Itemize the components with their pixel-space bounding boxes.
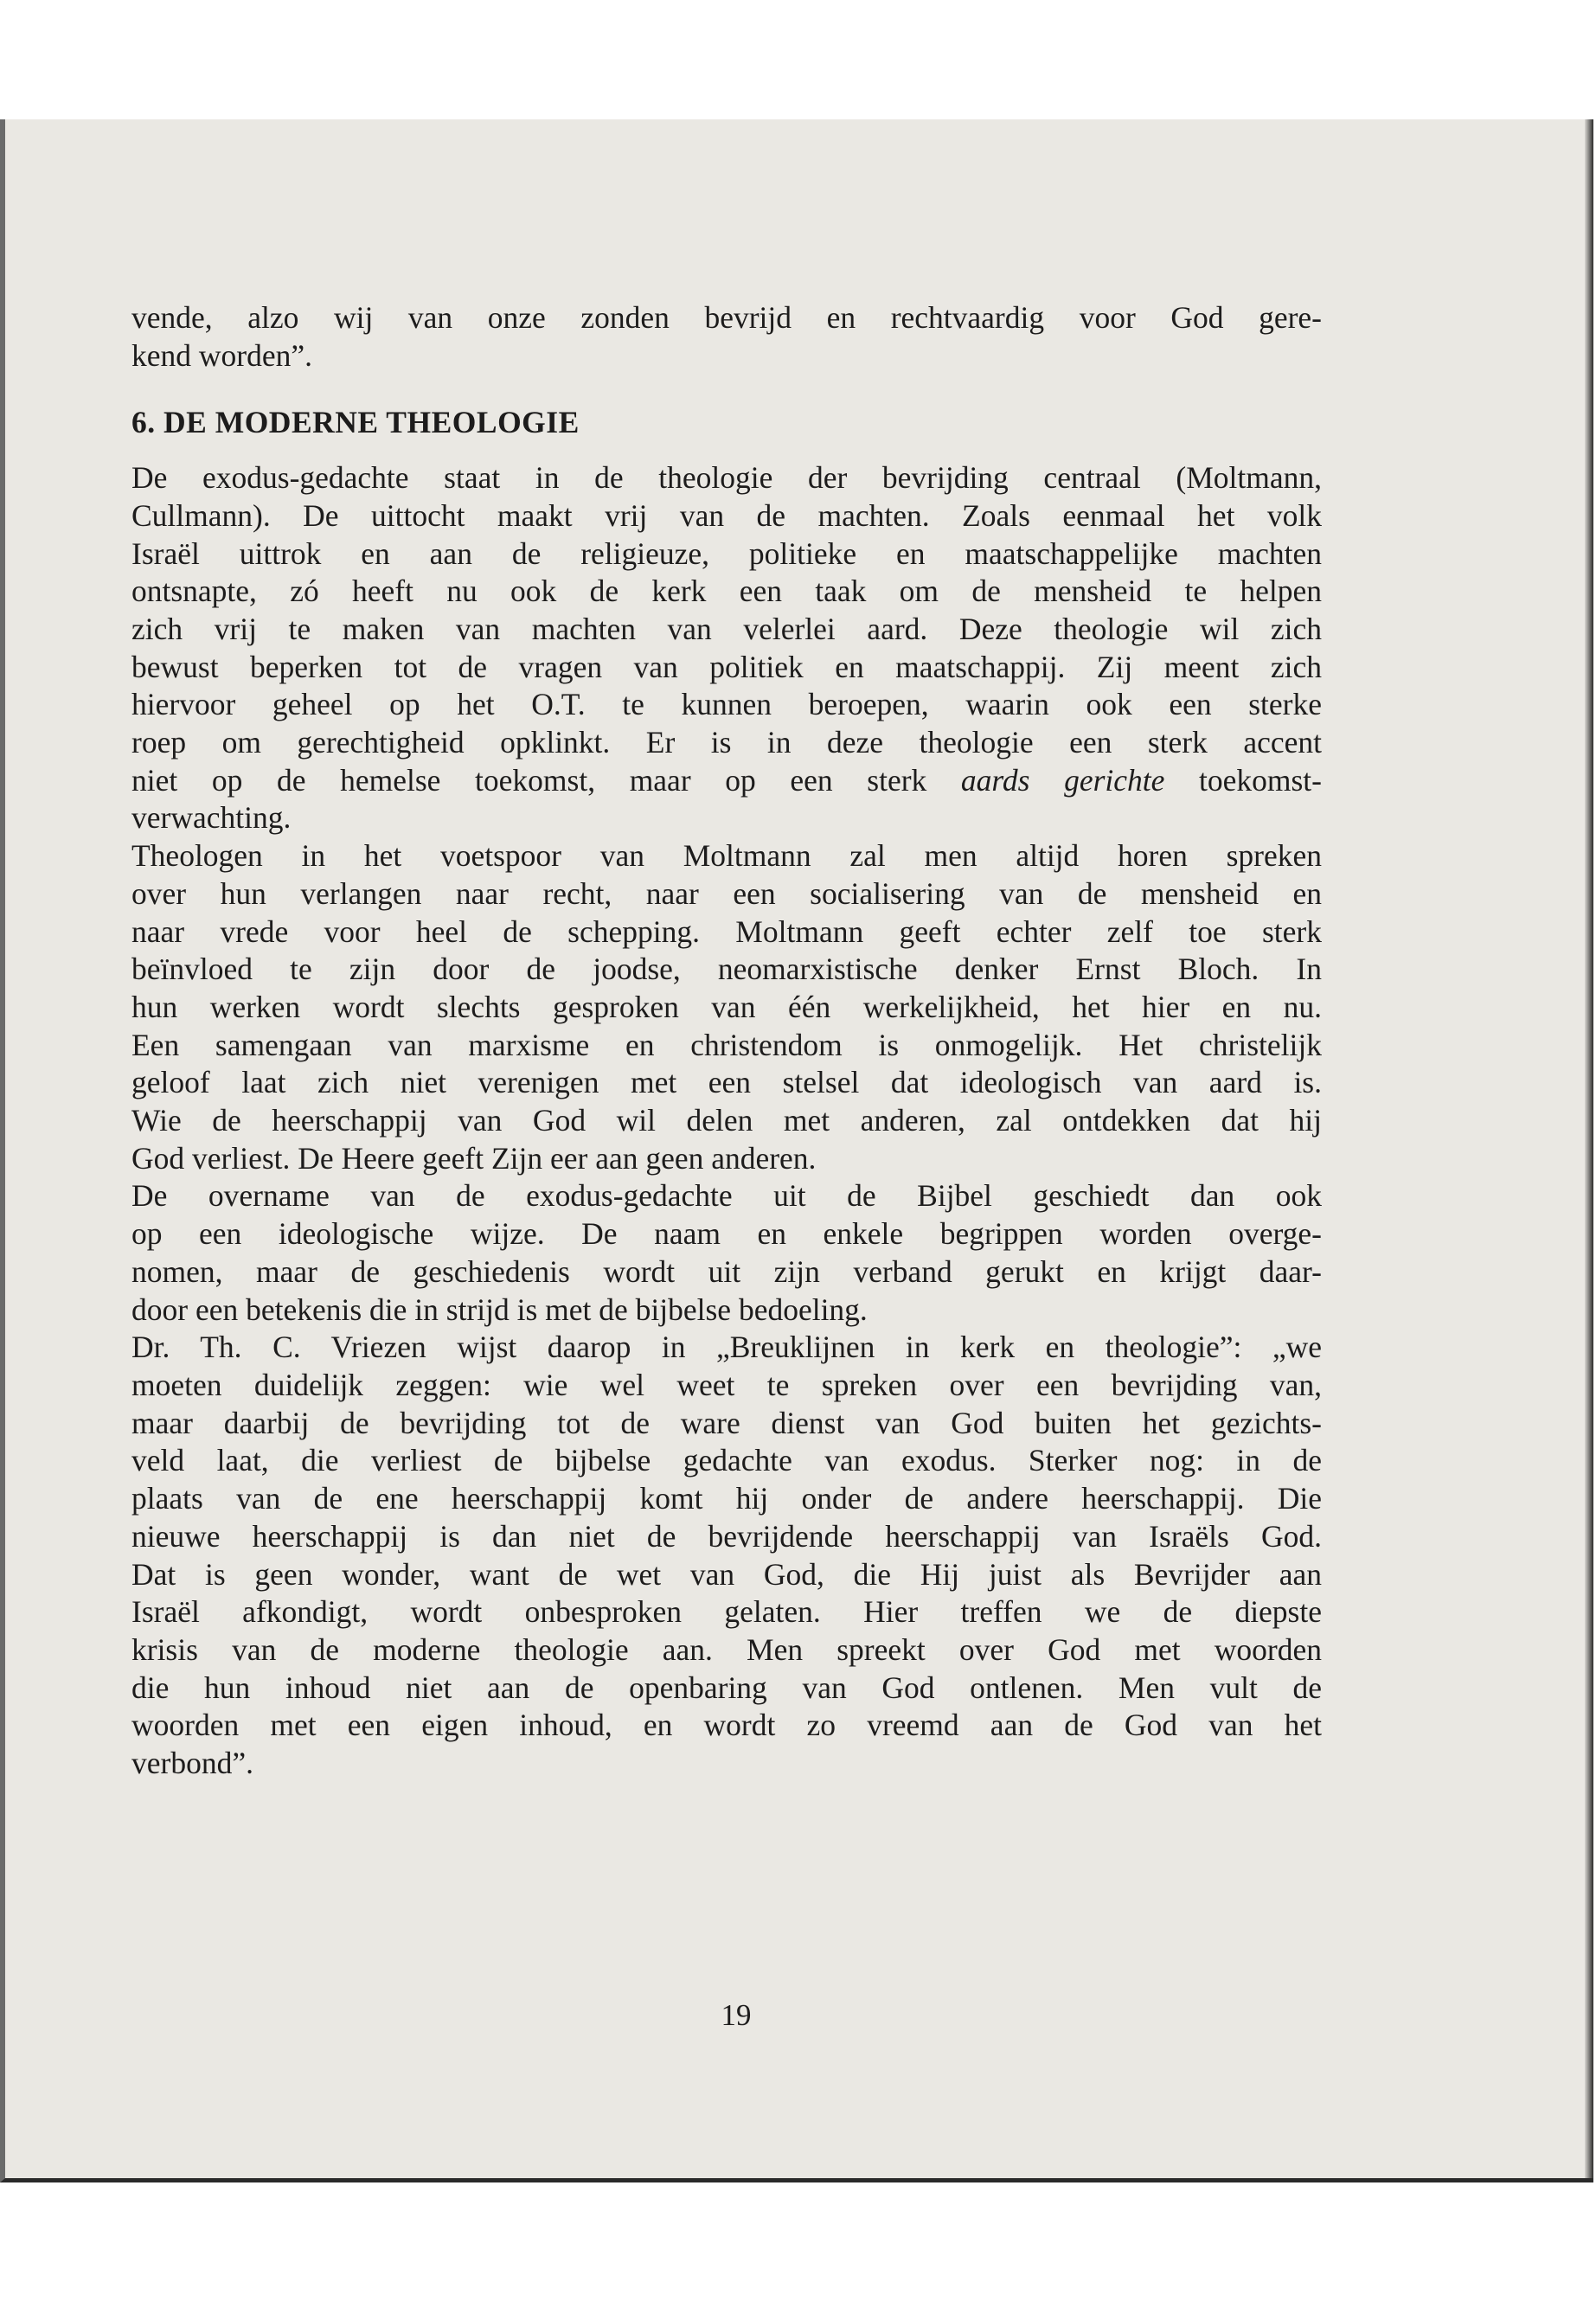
text-line: nomen, maar de geschiedenis wordt uit zijn verband gerukt en krijgt daar- (131, 1253, 1322, 1289)
text-line: Israël afkondigt, wordt onbesproken gelaten. Hier treffen we de diepste (131, 1594, 1322, 1630)
text-line: door een betekenis die in strijd is met de bijbelse bedoeling. (131, 1292, 868, 1327)
text-line: krisis van de moderne theologie aan. Men spreekt over God met woorden (131, 1631, 1322, 1667)
text-line: plaats van de ene heerschappij komt hij onder de andere heerschappij. Die (131, 1481, 1322, 1516)
body-text (131, 299, 1322, 1783)
text-line: veld laat, die verliest de bijbelse gedachte van exodus. Sterker nog: in de (131, 1443, 1322, 1478)
text-line: die hun inhoud niet aan de openbaring van God ontlenen. Men vult de (131, 1670, 1322, 1705)
text-run: niet op de hemelse toekomst, maar op een sterk (131, 762, 961, 798)
paragraph-1 (131, 459, 1322, 837)
text-line: nieuwe heerschappij is dan niet de bevrijdende heerschappij van Israëls God. (131, 1518, 1322, 1554)
book-page (0, 119, 1593, 2182)
section-heading: 6. DE MODERNE THEOLOGIE (131, 405, 580, 440)
text-line: hiervoor geheel op het O.T. te kunnen beroepen, waarin ook een sterke (131, 687, 1322, 722)
text-line: hun werken wordt slechts gesproken van één werkelijkheid, het hier en nu. (131, 989, 1322, 1024)
text-line: God verliest. De Heere geeft Zijn eer aan geen anderen. (131, 1140, 817, 1176)
text-line: kend worden”. (131, 337, 312, 373)
text-line: Wie de heerschappij van God wil delen met anderen, zal ontdekken dat hij (131, 1103, 1322, 1138)
text-line: bewust beperken tot de vragen van politiek en maatschappij. Zij meent zich (131, 649, 1322, 684)
text-line: Theologen in het voetspoor van Moltmann zal men altijd horen spreken (131, 838, 1322, 874)
text-line: De exodus-gedachte staat in de theologie der bevrijding centraal (Moltmann, (131, 460, 1322, 496)
page-number: 19 (721, 1998, 752, 2032)
paragraph-2 (131, 837, 1322, 1177)
text-line: roep om gerechtigheid opklinkt. Er is in deze theologie een sterk accent (131, 725, 1322, 760)
text-line: Cullmann). De uittocht maakt vrij van de machten. Zoals eenmaal het volk (131, 497, 1322, 533)
text-line: op een ideologische wijze. De naam en enkele begrippen worden overge- (131, 1216, 1322, 1252)
text-line: verbond”. (131, 1746, 253, 1781)
text-line: geloof laat zich niet verenigen met een stelsel dat ideologisch van aard is. (131, 1065, 1322, 1100)
text-line: De overname van de exodus-gedachte uit de Bijbel geschiedt dan ook (131, 1178, 1322, 1214)
text-line: verwachting. (131, 800, 292, 836)
paragraph-3 (131, 1177, 1322, 1329)
emphasized-text: aards gerichte (960, 762, 1165, 798)
text-line: beïnvloed te zijn door de joodse, neomarxistische denker Ernst Bloch. In (131, 952, 1322, 987)
text-line: moeten duidelijk zeggen: wie wel weet te spreken over een bevrijding van, (131, 1367, 1322, 1402)
text-line: naar vrede voor heel de schepping. Moltmann geeft echter zelf toe sterk (131, 913, 1322, 949)
text-line: woorden met een eigen inhoud, en wordt zo vreemd aan de God van het (131, 1708, 1322, 1743)
text-line: Dr. Th. C. Vriezen wijst daarop in „Breuklijnen in kerk en theologie”: „we (131, 1330, 1322, 1365)
page-edge-shadow (1585, 119, 1593, 2178)
text-line: over hun verlangen naar recht, naar een socialisering van de mensheid en (131, 875, 1322, 911)
text-line: Dat is geen wonder, want de wet van God, die Hij juist als Bevrijder aan (131, 1556, 1322, 1592)
text-line: maar daarbij de bevrijding tot de ware dienst van God buiten het gezichts- (131, 1405, 1322, 1440)
text-line: zich vrij te maken van machten van velerlei aard. Deze theologie wil zich (131, 611, 1322, 646)
text-line-with-emphasis (131, 762, 1322, 800)
text-run: toekomst- (1164, 762, 1322, 798)
opening-paragraph (131, 299, 1322, 375)
text-line: Een samengaan van marxisme en christendom is onmogelijk. Het christelijk (131, 1027, 1322, 1062)
text-line: Israël uittrok en aan de religieuze, politieke en maatschappelijke machten (131, 535, 1322, 571)
text-line: ontsnapte, zó heeft nu ook de kerk een taak om de mensheid te helpen (131, 574, 1322, 609)
paragraph-4 (131, 1329, 1322, 1782)
text-line: vende, alzo wij van onze zonden bevrijd en rechtvaardig voor God gere- (131, 300, 1322, 335)
